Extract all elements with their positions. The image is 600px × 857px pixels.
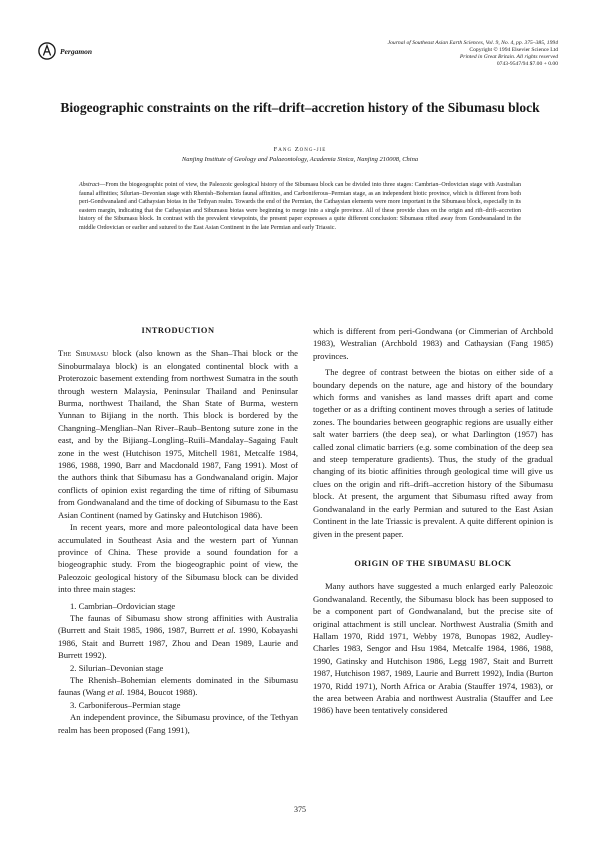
journal-printed: Printed in Great Britain. All rights reserved: [459, 54, 558, 60]
stage-2-title: 2. Silurian–Devonian stage: [70, 662, 164, 673]
right-paragraph-3: Many authors have suggested a much enlarged early Paleozoic Gondwanaland. Recently, the Sibumasu block has been supposed to be a component part of Gondwanaland, but the precise site of original attachment is still unclear. Northwest Australia (Smith and Hallam 1970, Ridd 1971, Webby 1978, Bunopas 1982, Audley-Charles 1983, Sengor and Hsu 1984, Metcalfe 1984, 1986, 1988, 1990, Gatinsky and Hutchison 1986, Legg 1987, Stait and Burrett 1987, Hutchison 1987, 1989, Laurie and Burrett 1992), India (Burton 1970, Ridd 1971), North Africa or Arabia (Stauffer 1974, 1983), or the area between Arabia and northwest Australia (Stauffer and Lee 1986) have been tentatively considered: [313, 581, 553, 716]
author-name: Fang Zong-jie: [273, 146, 327, 153]
article-title: Biogeographic constraints on the rift–drift–accretion history of the Sibumasu block: [60, 100, 540, 115]
stage-1-text-a: The faunas of Sibumasu show strong affinities with Australia (Burrett and Stait 1985, 1986, 1987, Burrett: [58, 612, 298, 636]
sibumasu-lead: The Sibumasu: [58, 348, 109, 359]
journal-issn: 0743-9547/94 $7.00 + 0.00: [496, 61, 558, 67]
stage-1-text-b: 1990, Kobayashi 1986, Stait and Burrett 1987, Zhou and Dean 1989, Laurie and Burrett 1992).: [58, 625, 299, 661]
stage-2-text-a: The Rhenish–Bohemian elements dominated in the Sibumasu faunas (Wang: [58, 674, 298, 698]
article-affiliation: Nanjing Institute of Geology and Palaeontology, Academia Sinica, Nanjing 210008, China: [181, 156, 419, 163]
right-paragraph-2: The degree of contrast between the biotas on either side of a boundary depends on the nature, age and history of the boundary which forms and vanishes as land masses drift apart and come together or as a drifting continent moves through a series of latitude zones. The boundaries between geographic regions are usually either salt water barriers (the deep sea), or what Darlington (1957) has called zonal climatic barriers (e.g. some combination of the deep sea and steep temperature gradients). Thus, the study of the gradual changing of its biotic affinities through geological time will give us clues on the origin and rift–drift–accretion history of the Sibumasu block. At present, the argument that Sibumasu rifted away from Gondwanaland in the early Permian and sutured to the East Asian Continent in the late Triassic is prevalent. A quite different opinion is given in the present paper.: [313, 367, 553, 539]
stage-1-etal: et al.: [217, 625, 236, 636]
publisher-logo: [38, 41, 108, 61]
page-number: 375: [294, 805, 306, 814]
abstract: [79, 181, 521, 233]
publisher-name: Pergamon: [60, 46, 93, 56]
stage-3-title: 3. Carboniferous–Permian stage: [70, 699, 181, 710]
left-column: [58, 325, 298, 736]
right-column: [313, 325, 553, 717]
journal-copyright: Copyright © 1994 Elsevier Science Ltd: [469, 47, 558, 53]
stage-2-text: [58, 674, 298, 699]
introduction-heading: INTRODUCTION: [141, 326, 215, 335]
stage-3-text: An independent province, the Sibumasu province, of the Tethyan realm has been proposed (Fang 1991),: [58, 712, 298, 735]
right-paragraph-1: which is different from peri-Gondwana (or Cimmerian of Archbold 1983), Westralian (Archbold 1983) and Cathaysian (Fang 1985) provinces.: [313, 326, 553, 361]
intro-paragraph-1: [58, 347, 298, 521]
abstract-label: Abstract: [79, 182, 100, 188]
stage-2-text-b: 1984, Boucot 1988).: [124, 687, 198, 698]
abstract-text: —From the biogeographic point of view, the Paleozoic geological history of the Sibumasu block can be divided into three stages: Cambrian–Ordovician stage with Australian faunal affinities; Silurian–Devonian stage with Rhenish–Bohemian faunal affinities, and Carboniferous–Permian stage, as an independent biotic province, which is different from both peri-Gondwanaland and Cathaysian biotas in the Tethyan realm. Towards the end of the Permian, the Cathaysian elements were more important in the Sibumasu block, especially in its eastern margin, indicating that the Cathaysian and Sibumasu biotas were beginning to merge into a single province. All of these provide clues on the origin and rift–drift–accretion history of the Sibumasu block. In contrast with the prevalent viewpoints, the present paper expresses a quite different conclusion: Sibumasu rifted away from Gondwanaland in the middle Ordovician or earlier and sutured to the East Asian Continent in the late Permian and early Triassic.: [79, 182, 521, 231]
journal-citation: Journal of Southeast Asian Earth Sciences, Vol. 9, No. 4, pp. 375–385, 1994: [387, 40, 558, 46]
article-author: [60, 146, 540, 153]
intro-paragraph-2: In recent years, more and more paleontological data have been accumulated in Southeast Asia and the western part of Yunnan province of China. These provide a sound foundation for a biogeographic study. From the biogeographic point of view, the Paleozoic geological history of the Sibumasu block can be divided into three main stages:: [58, 522, 298, 595]
pergamon-logo-icon: [38, 42, 56, 60]
journal-meta: [308, 40, 558, 68]
intro-p1-text: block (also known as the Shan–Thai block or the Sinoburmalaya block) is an elongated continental block with a Proterozoic basement extending from northwest Sumatra in the south through western Malaysia, Peninsular Thailand and Peninsular Burma, northwest Thailand, the Shan State of Burma, western Yunnan to Bijiang in the north. This block is bordered by the Changning–Menglian–Nan River–Raub–Bentong suture zone in the east, and by the Bijiang–Longling–Ruili–Mandalay–Sagaing Fault zone in the west (Hutchison 1975, Mitchell 1981, Metcalfe 1984, 1986, 1988, 1990, Barr and Macdonald 1987, Fang 1991). Most of the authors think that Sibumasu has a Gondwanaland origin. Major conflicts of opinion exist regarding the time of rifting of Sibumasu from Gondwanaland and the time of docking of Sibumasu to the East Asian Continent (named by Gatinsky and Hutchison 1986).: [58, 348, 298, 520]
origin-heading: ORIGIN OF THE SIBUMASU BLOCK: [354, 558, 512, 568]
stage-2-etal: et al.: [107, 687, 125, 698]
stage-1-title: 1. Cambrian–Ordovician stage: [70, 600, 176, 611]
stage-1-text: [58, 612, 298, 662]
